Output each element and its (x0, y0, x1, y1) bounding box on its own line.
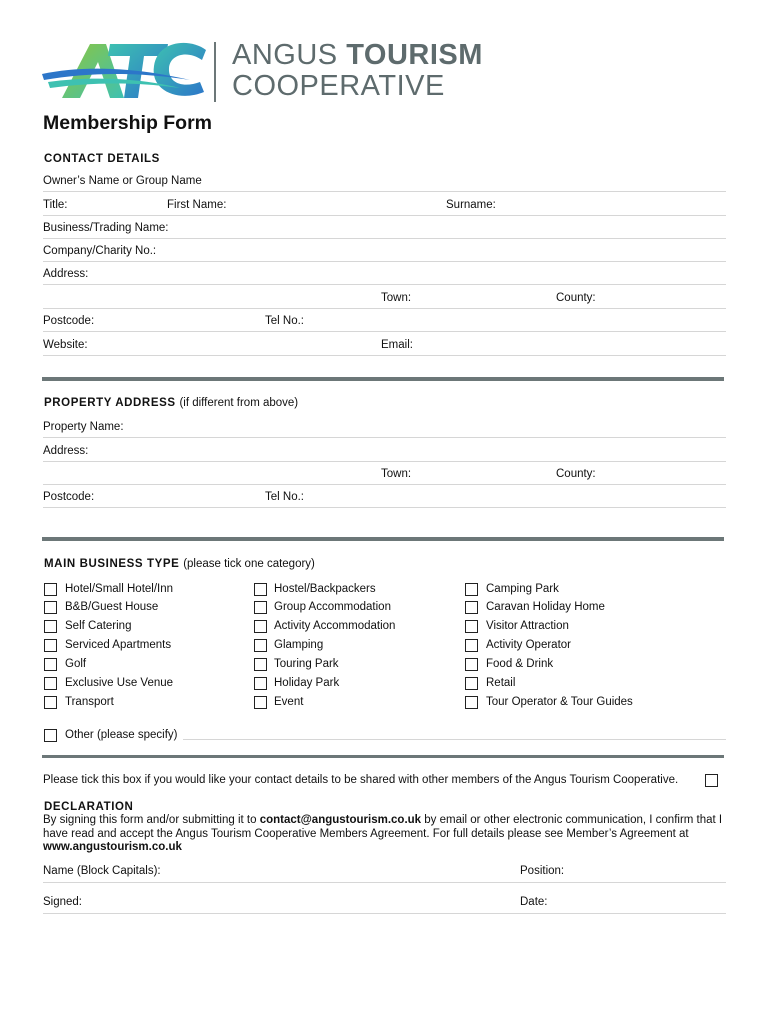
declaration-email-link[interactable]: contact@angustourism.co.uk (259, 814, 422, 826)
property-postcode-label: Postcode: (43, 491, 95, 503)
option-event: Event (274, 696, 304, 708)
checkbox-activity-operator[interactable] (465, 639, 478, 652)
county-label: County: (556, 292, 596, 304)
postcode-line (43, 331, 726, 332)
option-transport: Transport (65, 696, 114, 708)
checkbox-golf[interactable] (44, 658, 57, 671)
property-address-heading (44, 397, 298, 409)
town-label: Town: (381, 292, 412, 304)
option-camping-park: Camping Park (486, 583, 559, 595)
checkbox-visitor-attraction[interactable] (465, 620, 478, 633)
business-type-heading (44, 558, 315, 570)
signed-date-line (43, 913, 726, 914)
declaration-text-part1: By signing this form and/or submitting it to (43, 814, 260, 826)
block-capitals-name-label: Name (Block Capitals): (43, 865, 161, 877)
checkbox-caravan-holiday-home[interactable] (465, 601, 478, 614)
property-postcode-line (43, 507, 726, 508)
business-name-label: Business/Trading Name: (43, 222, 169, 234)
business-type-heading-note: (please tick one category) (183, 558, 315, 570)
option-tour-operator: Tour Operator & Tour Guides (486, 696, 633, 708)
section-divider-2 (42, 537, 724, 541)
checkbox-retail[interactable] (465, 677, 478, 690)
checkbox-hotel[interactable] (44, 583, 57, 596)
option-serviced-apartments: Serviced Apartments (65, 639, 172, 651)
option-self-catering: Self Catering (65, 620, 132, 632)
address-line-1 (43, 284, 726, 285)
property-heading-text: PROPERTY ADDRESS (44, 397, 176, 409)
name-line (43, 215, 726, 216)
surname-label: Surname: (446, 199, 496, 211)
website-label: Website: (43, 339, 88, 351)
checkbox-event[interactable] (254, 696, 267, 709)
atc-logo-mark (40, 36, 210, 104)
option-activity-accommodation: Activity Accommodation (274, 620, 396, 632)
owner-name-line (43, 191, 726, 192)
address-label: Address: (43, 268, 89, 280)
property-address-line-1 (43, 461, 726, 462)
property-name-line (43, 437, 726, 438)
section-divider-1 (42, 377, 724, 381)
brand-word-tourism: TOURISM (346, 39, 483, 71)
checkbox-activity-accommodation[interactable] (254, 620, 267, 633)
logo (40, 36, 510, 104)
company-no-line (43, 261, 726, 262)
property-tel-label: Tel No.: (265, 491, 304, 503)
property-name-label: Property Name: (43, 421, 124, 433)
option-glamping: Glamping (274, 639, 324, 651)
section-divider-3 (42, 755, 724, 758)
contact-details-heading: CONTACT DETAILS (44, 153, 160, 165)
checkbox-bnb[interactable] (44, 601, 57, 614)
company-no-label: Company/Charity No.: (43, 245, 157, 257)
checkbox-holiday-park[interactable] (254, 677, 267, 690)
signed-label: Signed: (43, 896, 83, 908)
option-other: Other (please specify) (65, 729, 178, 741)
checkbox-transport[interactable] (44, 696, 57, 709)
checkbox-hostel[interactable] (254, 583, 267, 596)
option-golf: Golf (65, 658, 87, 670)
checkbox-exclusive-use-venue[interactable] (44, 677, 57, 690)
tel-label: Tel No.: (265, 315, 304, 327)
property-town-label: Town: (381, 468, 412, 480)
declaration-heading: DECLARATION (44, 801, 134, 813)
option-hotel: Hotel/Small Hotel/Inn (65, 583, 174, 595)
option-activity-operator: Activity Operator (486, 639, 571, 651)
title-label: Title: (43, 199, 68, 211)
property-address-line-2 (43, 484, 726, 485)
postcode-label: Postcode: (43, 315, 95, 327)
brand-word-cooperative: COOPERATIVE (232, 70, 445, 102)
form-title: Membership Form (43, 112, 213, 134)
option-exclusive-use-venue: Exclusive Use Venue (65, 677, 174, 689)
email-label: Email: (381, 339, 413, 351)
business-type-heading-text: MAIN BUSINESS TYPE (44, 558, 180, 570)
checkbox-food-drink[interactable] (465, 658, 478, 671)
option-group-accommodation: Group Accommodation (274, 601, 391, 613)
logo-divider (214, 42, 216, 102)
property-heading-note: (if different from above) (179, 397, 299, 409)
option-holiday-park: Holiday Park (274, 677, 340, 689)
checkbox-self-catering[interactable] (44, 620, 57, 633)
name-position-line (43, 882, 726, 883)
property-address-label: Address: (43, 445, 89, 457)
option-retail: Retail (486, 677, 516, 689)
business-name-line (43, 238, 726, 239)
checkbox-camping-park[interactable] (465, 583, 478, 596)
option-visitor-attraction: Visitor Attraction (486, 620, 569, 632)
position-label: Position: (520, 865, 565, 877)
declaration-text-part2: by email or other electronic communication, I confirm that I have read and accept the Angus Tourism Cooperative Members Agreement. For full details please see Member’s Agreement at (43, 814, 723, 840)
declaration-website-link[interactable]: www.angustourism.co.uk (43, 841, 182, 853)
declaration-text (43, 814, 733, 855)
date-label: Date: (520, 896, 548, 908)
option-caravan-holiday-home: Caravan Holiday Home (486, 601, 605, 613)
option-bnb: B&B/Guest House (65, 601, 159, 613)
checkbox-tour-operator[interactable] (465, 696, 478, 709)
checkbox-glamping[interactable] (254, 639, 267, 652)
share-consent-text: Please tick this box if you would like your contact details to be shared with other members of the Angus Tourism Cooperative. (43, 774, 679, 786)
brand-name (232, 40, 483, 102)
first-name-label: First Name: (167, 199, 227, 211)
checkbox-serviced-apartments[interactable] (44, 639, 57, 652)
owner-name-label: Owner’s Name or Group Name (43, 175, 202, 187)
brand-word-angus: ANGUS (232, 39, 338, 71)
checkbox-group-accommodation[interactable] (254, 601, 267, 614)
address-line-2 (43, 308, 726, 309)
option-hostel: Hostel/Backpackers (274, 583, 376, 595)
property-county-label: County: (556, 468, 596, 480)
checkbox-other[interactable] (44, 729, 57, 742)
share-consent-checkbox[interactable] (705, 774, 718, 787)
website-line (43, 355, 726, 356)
checkbox-touring-park[interactable] (254, 658, 267, 671)
other-specify-line[interactable] (183, 739, 726, 740)
option-food-drink: Food & Drink (486, 658, 554, 670)
option-touring-park: Touring Park (274, 658, 339, 670)
